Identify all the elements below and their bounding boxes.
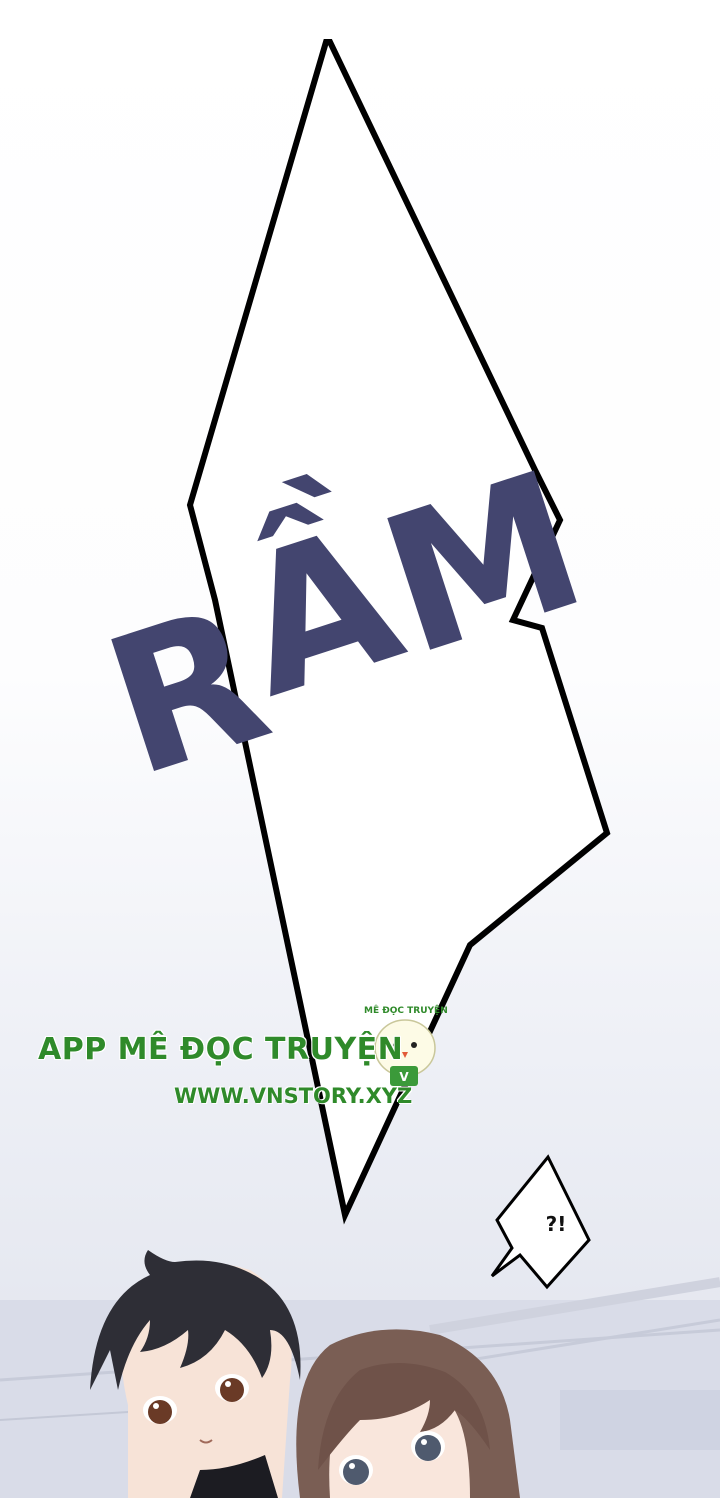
- svg-text:V: V: [399, 1070, 409, 1084]
- watermark-mascot-label: MÊ ĐỌC TRUYỆN: [364, 1006, 448, 1016]
- watermark-url: WWW.VNSTORY.XYZ: [174, 1084, 413, 1108]
- sfx-letter-r: R: [83, 562, 295, 820]
- sfx-letter-a: Ầ: [214, 482, 427, 740]
- speech-bubble-text: ?!: [545, 1212, 567, 1236]
- sfx-letter-m: M: [359, 428, 612, 698]
- watermark-title: APP MÊ ĐỌC TRUYỆN: [38, 1032, 404, 1067]
- watermark: [38, 1006, 458, 1118]
